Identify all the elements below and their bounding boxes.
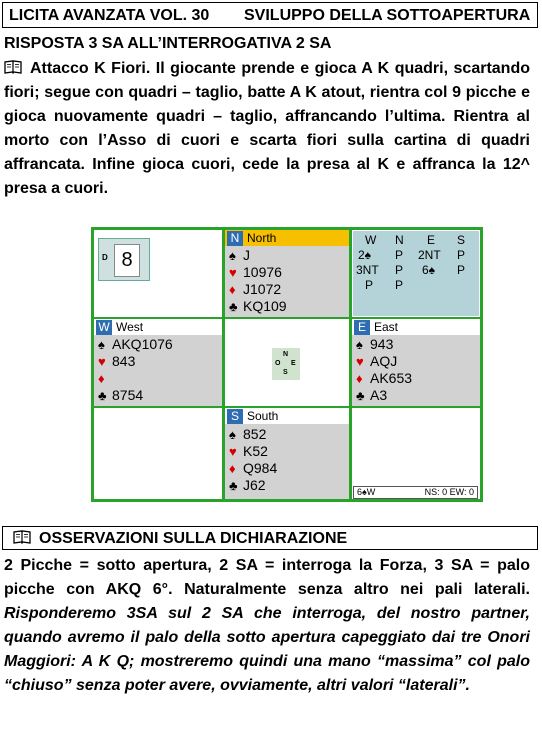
observations-title-text: OSSERVAZIONI SULLA DICHIARAZIONE — [39, 530, 348, 547]
chapter-title: SVILUPPO DELLA SOTTOAPERTURA — [244, 7, 531, 24]
score-label: NS: 0 EW: 0 — [424, 487, 474, 497]
spade-icon: ♠ — [356, 337, 363, 352]
south-hearts: K52 — [243, 443, 268, 459]
club-icon: ♣ — [98, 388, 107, 403]
south-header — [225, 408, 349, 424]
spade-icon: ♠ — [98, 337, 105, 352]
book-series-title: LICITA AVANZATA VOL. 30 — [9, 7, 210, 24]
south-hand — [225, 408, 349, 499]
observations-box — [2, 526, 538, 550]
diamond-icon: ♦ — [229, 282, 236, 297]
dealer-label: D — [102, 253, 108, 262]
empty-cell — [94, 408, 222, 499]
status-cell — [352, 408, 480, 499]
bid-cell: P — [395, 278, 404, 292]
south-seat-tag: S — [227, 409, 243, 424]
intro-text: Attacco K Fiori. Il giocante prende e gioca A K quadri, scartando fiori; segue con quadri – taglio, batte A K atout, rientra col 9 picche e gioca nuovamente quadri – taglio, affrancando l’ultima. Rientra al morto con l’Asso di cuori e scarta fiori sulla cartina di quadri affrancata. Infine gioca cuori, cede la presa al K e affranca la 12^ presa a cuori. — [4, 60, 530, 197]
east-clubs: A3 — [370, 387, 388, 403]
board-cell — [94, 230, 222, 317]
club-icon: ♣ — [229, 478, 238, 493]
bridge-diagram — [91, 227, 483, 502]
board-number: 8 — [114, 244, 140, 277]
east-hearts: AQJ — [370, 353, 398, 369]
south-diamonds: Q984 — [243, 460, 278, 476]
spade-icon: ♠ — [229, 248, 236, 263]
compass-icon — [272, 348, 300, 380]
north-hearts: 10976 — [243, 264, 282, 280]
diamond-icon: ♦ — [229, 461, 236, 476]
east-header — [352, 319, 480, 335]
south-spades: 852 — [243, 426, 267, 442]
west-hearts: 843 — [112, 353, 136, 369]
section-subtitle: RISPOSTA 3 SA ALL’INTERROGATIVA 2 SA — [4, 35, 332, 52]
diamond-icon: ♦ — [98, 371, 105, 386]
bid-cell: 3NT — [356, 263, 379, 277]
north-hand — [225, 230, 349, 317]
south-clubs: J62 — [243, 477, 266, 493]
east-spades: 943 — [370, 336, 394, 352]
book-icon — [4, 60, 22, 74]
bid-cell: P — [395, 248, 404, 262]
bid-cell: P — [395, 263, 404, 277]
east-hand — [352, 319, 480, 406]
contract-label: 6♠W — [357, 487, 376, 497]
diamond-icon: ♦ — [356, 371, 363, 386]
compass-e: E — [291, 360, 296, 367]
intro-paragraph — [4, 57, 530, 201]
observations-italic-text: Risponderemo 3SA sul 2 SA che interroga, del nostro partner, quando avremo il palo della sotto apertura capeggiato dai tre Onori Maggiori: A K Q; mostreremo quindi una mano “massima” col palo “chiuso” senza poter avere, ovviamente, altri valori “laterali”. — [4, 605, 530, 694]
west-seat-name: West — [116, 320, 144, 334]
bid-header-s: S — [457, 233, 466, 247]
bid-cell: P — [365, 278, 374, 292]
bid-header-n: N — [395, 233, 404, 247]
east-seat-name: East — [374, 320, 399, 334]
north-spades: J — [243, 247, 250, 263]
bidding-cell — [352, 230, 480, 317]
west-cards — [94, 335, 222, 406]
observations-plain-text: 2 Picche = sotto apertura, 2 SA = interroga la Forza, 3 SA = palo picche con AKQ 6°. Naturalmente senza altro nei pali laterali. — [4, 557, 530, 598]
south-cards — [225, 424, 349, 499]
north-seat-name: North — [247, 231, 277, 245]
bid-cell: 2♠ — [358, 248, 372, 262]
table-center — [225, 319, 349, 406]
bid-cell: P — [457, 263, 466, 277]
board-indicator — [98, 238, 150, 281]
bid-cell: 6♠ — [422, 263, 436, 277]
club-icon: ♣ — [356, 388, 365, 403]
north-cards — [225, 246, 349, 317]
north-seat-tag: N — [227, 231, 243, 246]
north-diamonds: J1072 — [243, 281, 282, 297]
compass-o: O — [275, 360, 281, 367]
west-hand — [94, 319, 222, 406]
compass-n: N — [283, 351, 289, 358]
header-box — [2, 2, 538, 28]
bid-header-w: W — [365, 233, 377, 247]
heart-icon: ♥ — [229, 265, 237, 280]
bid-header-e: E — [427, 233, 436, 247]
south-seat-name: South — [247, 409, 279, 423]
west-clubs: 8754 — [112, 387, 144, 403]
north-header — [225, 230, 349, 246]
west-header — [94, 319, 222, 335]
book-icon — [13, 530, 31, 544]
club-icon: ♣ — [229, 299, 238, 314]
spade-icon: ♠ — [229, 427, 236, 442]
heart-icon: ♥ — [356, 354, 364, 369]
bidding-table — [353, 231, 479, 316]
observations-title — [13, 530, 347, 548]
east-cards — [352, 335, 480, 406]
north-clubs: KQ109 — [243, 298, 287, 314]
west-seat-tag: W — [96, 320, 112, 335]
status-bar — [353, 486, 478, 499]
observations-paragraph — [4, 554, 530, 698]
heart-icon: ♥ — [98, 354, 106, 369]
west-spades: AKQ1076 — [112, 336, 173, 352]
east-seat-tag: E — [354, 320, 370, 335]
heart-icon: ♥ — [229, 444, 237, 459]
compass-s: S — [283, 369, 288, 376]
bid-cell: P — [457, 248, 466, 262]
bid-cell: 2NT — [418, 248, 441, 262]
east-diamonds: AK653 — [370, 370, 413, 386]
